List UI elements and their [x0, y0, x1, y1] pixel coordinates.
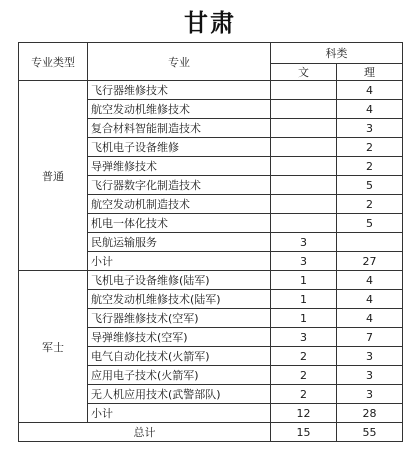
- subtotal-label: 小计: [88, 404, 271, 423]
- li-count-cell: 4: [337, 290, 403, 309]
- major-name-cell: 航空发动机维修技术(陆军): [88, 290, 271, 309]
- header-type: 专业类型: [19, 43, 88, 81]
- li-count-cell: 2: [337, 138, 403, 157]
- header-major: 专业: [88, 43, 271, 81]
- header-category: 科类: [271, 43, 403, 64]
- major-name-cell: 应用电子技术(火箭军): [88, 366, 271, 385]
- total-label: 总计: [19, 423, 271, 442]
- header-wen: 文: [271, 64, 337, 81]
- page-title: 甘肃: [184, 8, 236, 37]
- li-count-cell: 2: [337, 157, 403, 176]
- major-type-cell: 普通: [19, 81, 88, 271]
- major-name-cell: 导弹维修技术: [88, 157, 271, 176]
- li-count-cell: 4: [337, 271, 403, 290]
- wen-count-cell: 12: [271, 404, 337, 423]
- major-name-cell: 航空发动机维修技术: [88, 100, 271, 119]
- li-count-cell: 28: [337, 404, 403, 423]
- wen-count-cell: 2: [271, 347, 337, 366]
- enrollment-table: [18, 42, 403, 442]
- li-count-cell: 3: [337, 366, 403, 385]
- major-name-cell: 飞机电子设备维修(陆军): [88, 271, 271, 290]
- total-row: [19, 423, 403, 442]
- wen-count-cell: [271, 214, 337, 233]
- major-name-cell: 无人机应用技术(武警部队): [88, 385, 271, 404]
- wen-count-cell: [271, 119, 337, 138]
- li-count-cell: 3: [337, 385, 403, 404]
- wen-count-cell: [271, 195, 337, 214]
- subtotal-label: 小计: [88, 252, 271, 271]
- header-li: 理: [337, 64, 403, 81]
- wen-count-cell: 1: [271, 271, 337, 290]
- wen-count-cell: [271, 176, 337, 195]
- wen-count-cell: [271, 138, 337, 157]
- major-name-cell: 机电一体化技术: [88, 214, 271, 233]
- total-wen: 15: [271, 423, 337, 442]
- wen-count-cell: 3: [271, 328, 337, 347]
- wen-count-cell: 3: [271, 252, 337, 271]
- li-count-cell: 4: [337, 309, 403, 328]
- wen-count-cell: [271, 81, 337, 100]
- major-name-cell: 飞机电子设备维修: [88, 138, 271, 157]
- major-name-cell: 航空发动机制造技术: [88, 195, 271, 214]
- wen-count-cell: 2: [271, 385, 337, 404]
- li-count-cell: 5: [337, 176, 403, 195]
- table-row: [19, 81, 403, 100]
- major-name-cell: 飞行器数字化制造技术: [88, 176, 271, 195]
- table-row: [19, 271, 403, 290]
- wen-count-cell: 1: [271, 290, 337, 309]
- total-li: 55: [337, 423, 403, 442]
- li-count-cell: 27: [337, 252, 403, 271]
- wen-count-cell: 3: [271, 233, 337, 252]
- li-count-cell: 4: [337, 100, 403, 119]
- li-count-cell: 4: [337, 81, 403, 100]
- major-name-cell: 导弹维修技术(空军): [88, 328, 271, 347]
- wen-count-cell: [271, 157, 337, 176]
- wen-count-cell: [271, 100, 337, 119]
- li-count-cell: 7: [337, 328, 403, 347]
- wen-count-cell: 1: [271, 309, 337, 328]
- major-name-cell: 电气自动化技术(火箭军): [88, 347, 271, 366]
- li-count-cell: 5: [337, 214, 403, 233]
- major-name-cell: 飞行器维修技术: [88, 81, 271, 100]
- major-type-cell: 军士: [19, 271, 88, 423]
- wen-count-cell: 2: [271, 366, 337, 385]
- li-count-cell: 3: [337, 347, 403, 366]
- header-row: [19, 43, 403, 64]
- li-count-cell: 3: [337, 119, 403, 138]
- li-count-cell: [337, 233, 403, 252]
- major-name-cell: 民航运输服务: [88, 233, 271, 252]
- major-name-cell: 复合材料智能制造技术: [88, 119, 271, 138]
- li-count-cell: 2: [337, 195, 403, 214]
- major-name-cell: 飞行器维修技术(空军): [88, 309, 271, 328]
